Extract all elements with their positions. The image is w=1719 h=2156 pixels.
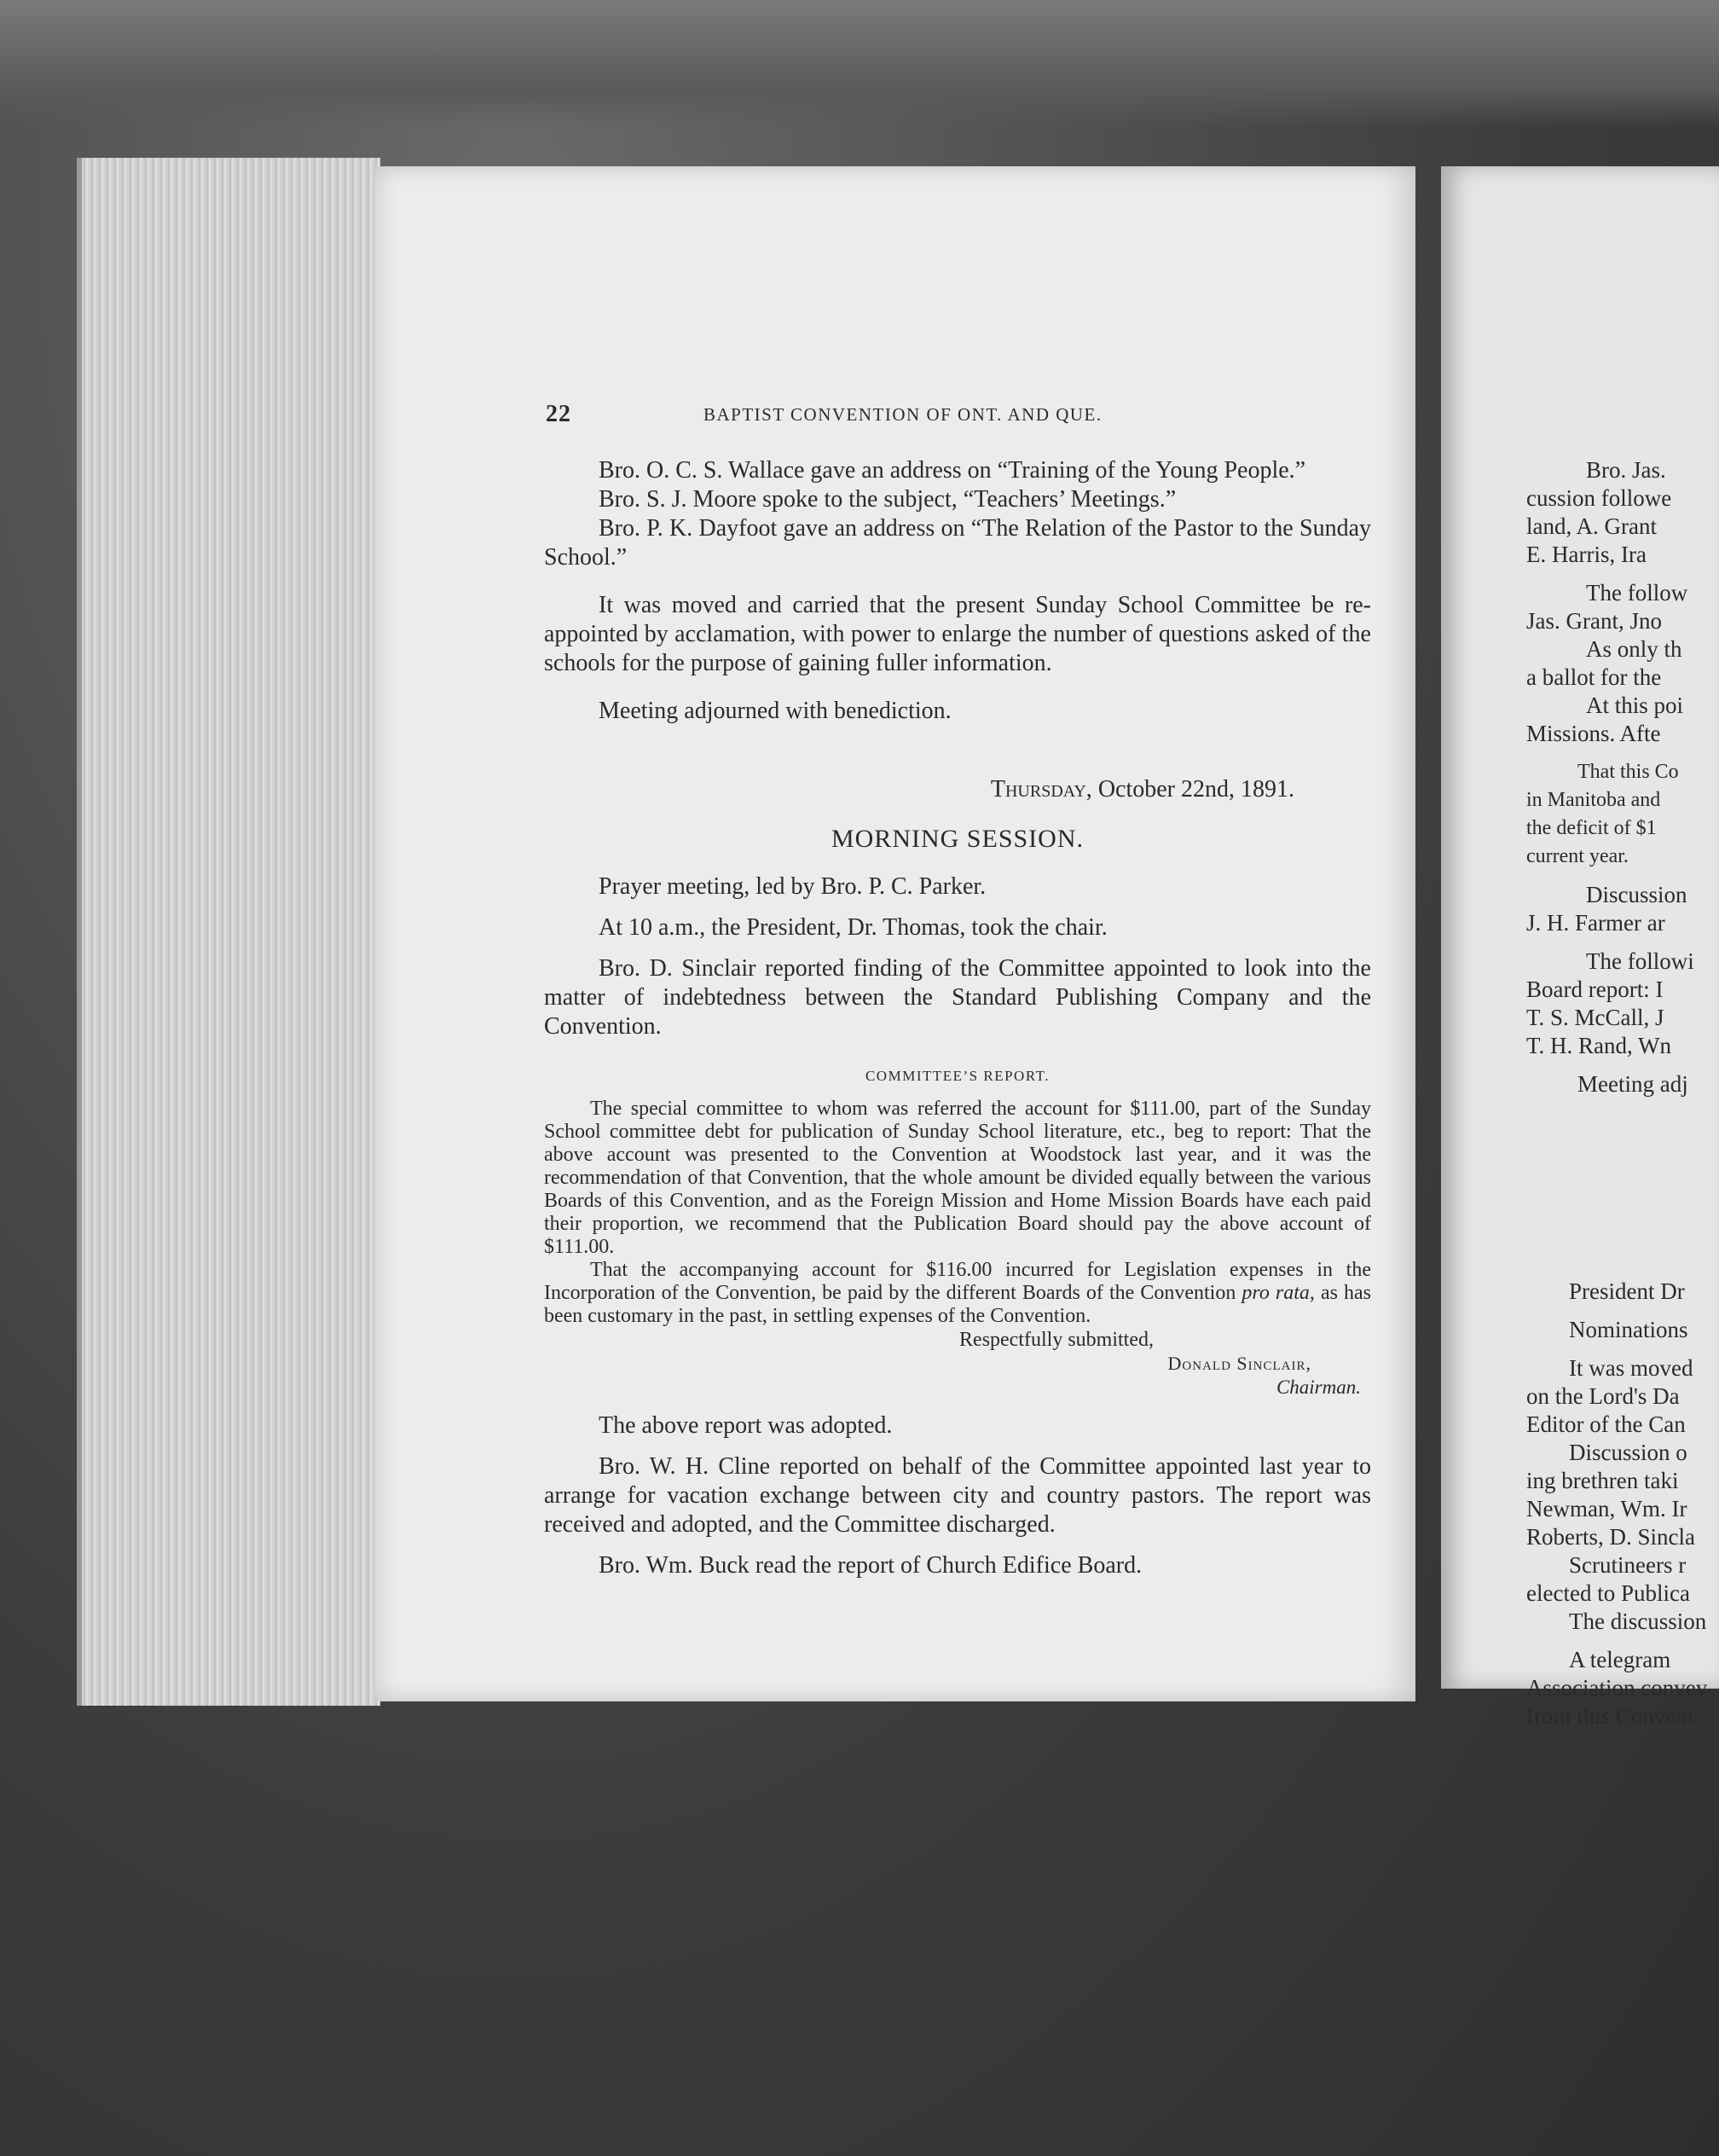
right-line: That this Co	[1577, 761, 1679, 783]
committee-report	[544, 1098, 1371, 1400]
right-line: Editor of the Can	[1526, 1411, 1686, 1437]
session-date	[544, 775, 1371, 804]
paragraph-moore-address: Bro. S. J. Moore spoke to the subject, “Teachers’ Meetings.”	[599, 486, 1177, 513]
report-p2-italic: pro rata	[1242, 1282, 1310, 1304]
right-line: Newman, Wm. Ir	[1526, 1496, 1687, 1521]
header-title: BAPTIST CONVENTION OF ONT. AND QUE.	[703, 404, 1103, 425]
right-line: cussion followe	[1526, 485, 1672, 511]
paragraph-wallace-address: Bro. O. C. S. Wallace gave an address on “Training of the Young People.”	[599, 457, 1306, 484]
book-page-edges	[77, 158, 380, 1706]
right-line: Jas. Grant, Jno	[1526, 608, 1662, 634]
right-line: Roberts, D. Sincla	[1526, 1524, 1695, 1550]
paragraph-report-adopted: The above report was adopted.	[599, 1412, 893, 1439]
right-line: Bro. Jas.	[1586, 457, 1666, 483]
right-line: current year.	[1526, 845, 1629, 867]
report-signer-role: Chairman.	[1276, 1376, 1361, 1398]
right-line: President Dr	[1569, 1278, 1685, 1304]
right-line: The discussion	[1569, 1608, 1707, 1634]
left-page-body	[544, 456, 1371, 1580]
paragraph-president-chair: At 10 a.m., the President, Dr. Thomas, took the chair.	[599, 914, 1108, 941]
right-line: Meeting adj	[1577, 1071, 1688, 1097]
date-rest: October 22nd, 1891.	[1091, 776, 1294, 803]
paragraph-committee-motion: It was moved and carried that the present Sunday School Committee be re-appointed by acclamation, with power to enlarge the number of questions asked of the schools for the purpose of gaining fuller information.	[544, 592, 1371, 676]
right-line: J. H. Farmer ar	[1526, 910, 1665, 936]
paragraph-buck-report: Bro. Wm. Buck read the report of Church Edifice Board.	[599, 1552, 1143, 1579]
right-line: Scrutineers r	[1569, 1552, 1687, 1578]
right-line: ing brethren taki	[1526, 1468, 1679, 1493]
running-header	[546, 401, 1373, 435]
paragraph-prayer-meeting: Prayer meeting, led by Bro. P. C. Parker.	[599, 873, 987, 900]
right-line: a ballot for the	[1526, 664, 1662, 690]
right-line: the deficit of $1	[1526, 817, 1657, 839]
right-line: As only th	[1586, 636, 1682, 662]
right-line: T. H. Rand, Wn	[1526, 1033, 1671, 1058]
right-line: in Manitoba and	[1526, 789, 1661, 811]
right-line: Board report: I	[1526, 977, 1664, 1002]
report-heading: COMMITTEE’S REPORT.	[865, 1068, 1050, 1084]
right-line: The follow	[1586, 580, 1688, 606]
paragraph-sinclair-report: Bro. D. Sinclair reported finding of the Committee appointed to look into the matter of indebtedness between the Standard Publishing Company and the Convention.	[544, 955, 1371, 1040]
right-line: At this poi	[1586, 693, 1684, 718]
right-line: on the Lord's Da	[1526, 1383, 1680, 1409]
report-p2-text-a: That the accompanying account for $116.00 incurred for Legislation expenses in the Incorporation of the Convention, be paid by the different Boards of the Convention	[544, 1259, 1371, 1304]
right-line: from this Convent	[1526, 1703, 1694, 1729]
right-line: T. S. McCall, J	[1526, 1005, 1664, 1030]
right-page-gap	[1526, 1098, 1719, 1278]
session-title: MORNING SESSION.	[831, 825, 1085, 853]
page-number: 22	[546, 401, 571, 427]
report-signoff: Respectfully submitted,	[959, 1329, 1154, 1351]
right-line: Missions. Afte	[1526, 721, 1661, 746]
right-page-text	[1526, 456, 1719, 1730]
right-line: Nominations	[1569, 1317, 1688, 1342]
right-line: The followi	[1586, 948, 1694, 974]
date-weekday: Thursday,	[990, 776, 1092, 803]
report-p2-text-b: , as has been customary in the past, in settling expenses of the Convention.	[544, 1282, 1371, 1327]
report-paragraph-1: The special committee to whom was referred the account for $111.00, part of the Sunday School committee debt for publication of Sunday School literature, etc., beg to report: That the above account was presented to the Convention at Woodstock last year, and it was the recommendation of that Convention, that the whole amount be divided equally between the various Boards of this Convention, and as the Foreign Mission and Home Mission Boards have each paid their proportion, we recommend that the Publication Board should pay the above account of $111.00.	[544, 1098, 1371, 1258]
paragraph-adjourned: Meeting adjourned with benediction.	[599, 698, 952, 724]
paragraph-cline-report: Bro. W. H. Cline reported on behalf of the Committee appointed last year to arrange for vacation exchange between city and country pastors. The report was received and adopted, and the Committee discharged.	[544, 1453, 1371, 1538]
right-line: Association convey	[1526, 1675, 1708, 1701]
report-paragraph-2	[544, 1259, 1371, 1328]
right-line: It was moved	[1569, 1355, 1693, 1381]
right-line: land, A. Grant	[1526, 513, 1657, 539]
report-signer: Donald Sinclair,	[1167, 1353, 1311, 1374]
paragraph-dayfoot-address: Bro. P. K. Dayfoot gave an address on “The Relation of the Pastor to the Sunday School.”	[544, 515, 1371, 571]
right-line: Discussion o	[1569, 1440, 1687, 1465]
right-line: E. Harris, Ira	[1526, 542, 1647, 567]
right-line: A telegram	[1569, 1647, 1671, 1672]
right-line: elected to Publica	[1526, 1580, 1690, 1606]
right-line: Discussion	[1586, 882, 1687, 907]
